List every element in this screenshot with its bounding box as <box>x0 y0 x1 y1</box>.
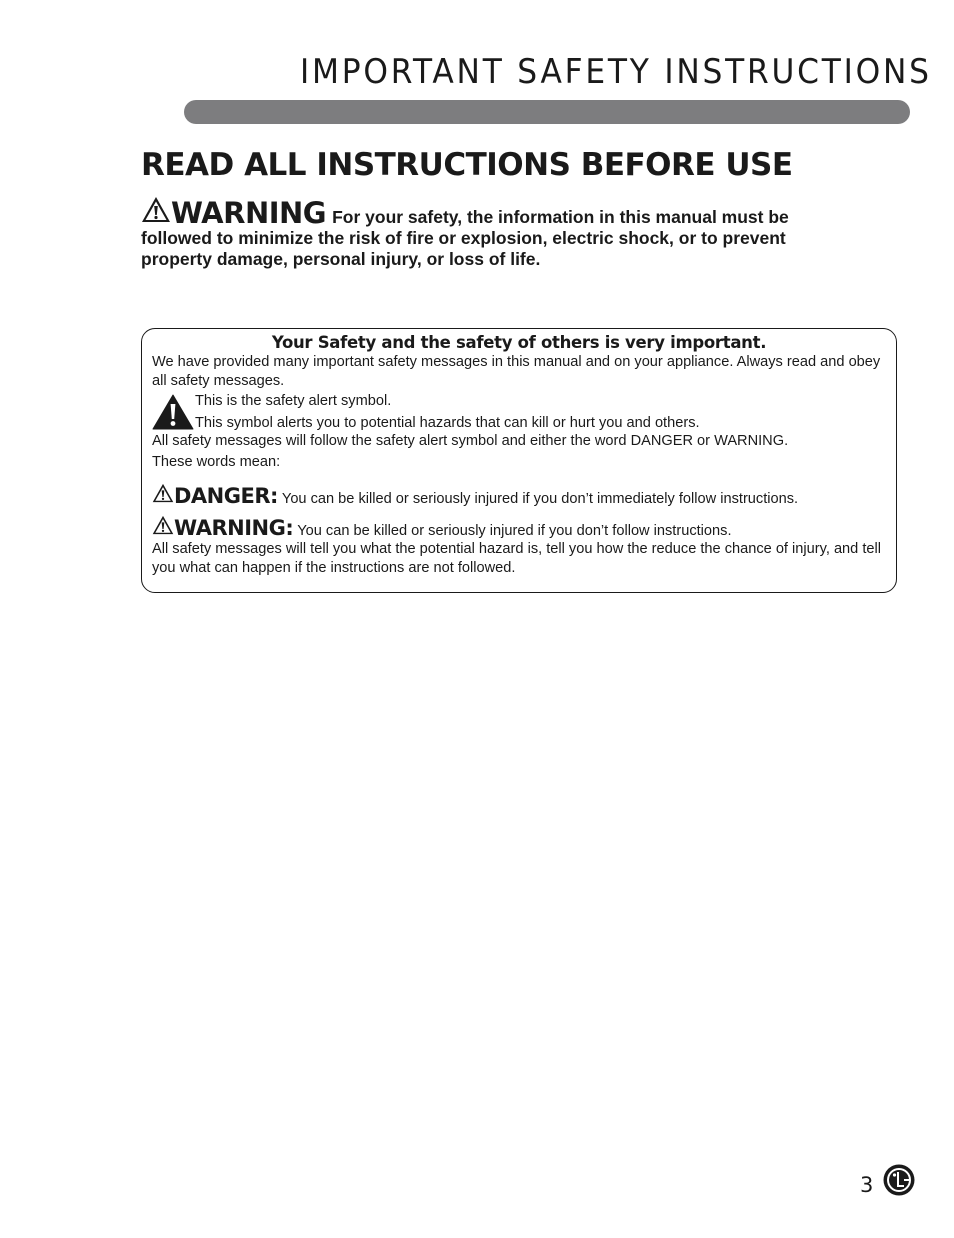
main-heading: READ ALL INSTRUCTIONS BEFORE USE <box>141 147 793 183</box>
intro-warning-paragraph <box>141 196 861 270</box>
page-header-title: IMPORTANT SAFETY INSTRUCTIONS <box>300 52 932 92</box>
lg-logo-icon <box>883 1164 915 1196</box>
danger-definition <box>152 483 886 509</box>
warning-alert-icon <box>152 515 174 535</box>
intro-text: For your safety, the information in this manual must be followed to minimize the risk of fire or explosion, electric shock, or to prevent property damage, personal injury, or loss of life. <box>141 207 789 269</box>
safety-box-paragraph: These words mean: <box>152 453 281 470</box>
safety-symbol-row <box>152 392 886 432</box>
warning-label: WARNING: <box>174 515 294 540</box>
header-bar <box>184 100 910 124</box>
warning-label: WARNING <box>171 196 327 230</box>
warning-definition <box>152 515 886 541</box>
danger-label: DANGER: <box>174 484 278 508</box>
safety-alert-symbol-icon <box>152 394 194 430</box>
safety-box-heading: Your Safety and the safety of others is very important. <box>271 333 767 352</box>
warning-icon <box>141 196 171 223</box>
safety-box-paragraph: All safety messages will follow the safety alert symbol and either the word DANGER or WARNING. <box>152 433 789 449</box>
safety-box-paragraph: We have provided many important safety messages in this manual and on your appliance. Always read and obey all safety messages. <box>152 354 881 389</box>
safety-box-paragraph: All safety messages will tell you what the potential hazard is, tell you how the reduce the chance of injury, and tell you what can happen if the instructions are not followed. <box>152 541 882 576</box>
symbol-description: This is the safety alert symbol. <box>195 393 392 409</box>
danger-text: You can be killed or seriously injured if you don’t immediately follow instructions. <box>281 491 799 507</box>
safety-info-box <box>141 328 897 593</box>
danger-alert-icon <box>152 483 174 503</box>
page-number: 3 <box>860 1173 874 1197</box>
warning-text: You can be killed or seriously injured if you don’t follow instructions. <box>297 522 732 539</box>
symbol-explanation: This symbol alerts you to potential hazards that can kill or hurt you and others. <box>195 415 700 431</box>
